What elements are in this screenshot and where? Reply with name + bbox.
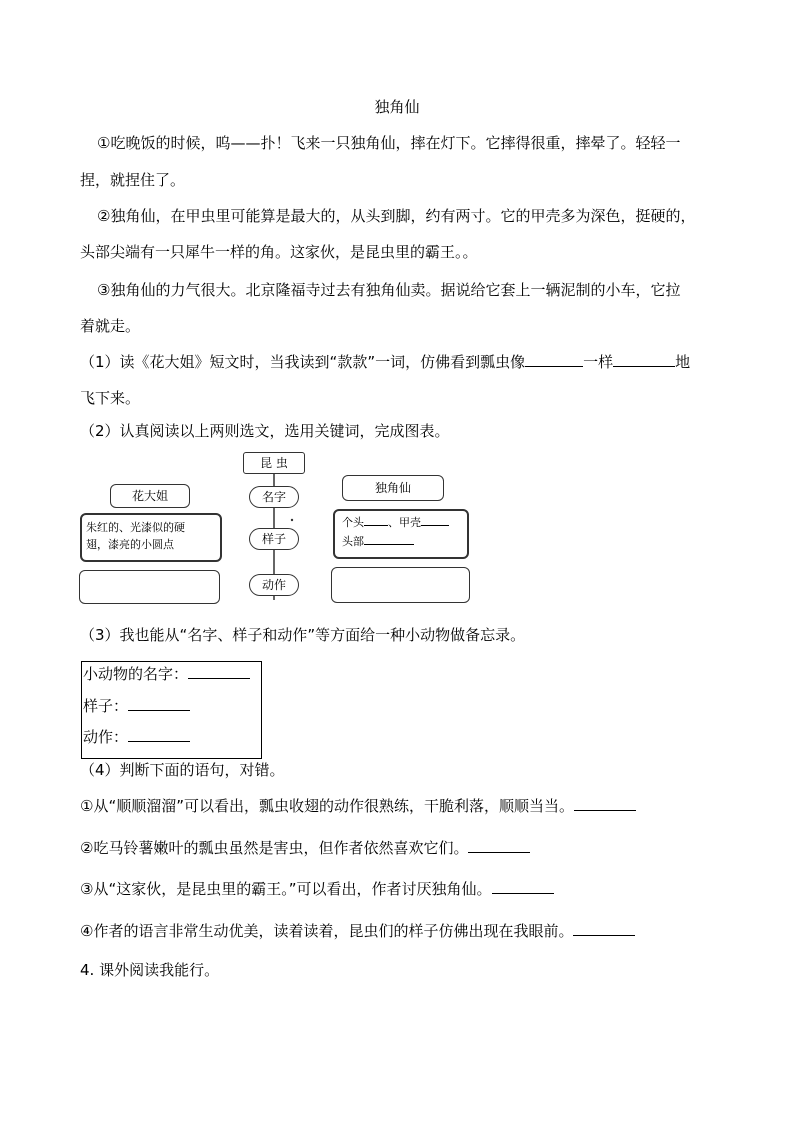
right-head-blank[interactable] — [364, 534, 414, 545]
statement-1 — [80, 796, 636, 816]
statement-2-text: ②吃马铃薯嫩叶的瓢虫虽然是害虫，但作者依然喜欢它们。 — [80, 839, 469, 857]
memo-name-blank[interactable] — [188, 664, 250, 679]
section-4-heading: 4. 课外阅读我能行。 — [80, 961, 220, 979]
statement-4-text: ④作者的语言非常生动优美，读着读着，昆虫们的样子仿佛出现在我眼前。 — [80, 922, 574, 940]
passage-p1-line2: 捏，就捏住了。 — [80, 171, 186, 189]
statement-3-answer[interactable] — [492, 879, 554, 894]
memo-look-row — [83, 696, 190, 716]
statement-1-text: ①从“顺顺溜溜”可以看出，瓢虫收翅的动作很熟练，干脆利落，顺顺当当。 — [80, 797, 574, 815]
statement-3 — [80, 879, 554, 899]
left-answer-box[interactable] — [79, 570, 220, 604]
memo-name-label: 小动物的名字： — [83, 665, 189, 683]
passage-p1-line1: ①吃晚饭的时候，呜——扑！飞来一只独角仙，摔在灯下。它摔得很重，摔晕了。轻轻一 — [97, 134, 681, 152]
question-1-text-b: 一样 — [583, 353, 614, 371]
left-description-1: 朱红的、光漆似的硬 — [86, 521, 185, 534]
question-3: （3）我也能从“名字、样子和动作”等方面给一种小动物做备忘录。 — [80, 626, 526, 644]
right-description-1 — [342, 515, 449, 531]
right-head-label: 头部 — [342, 535, 364, 548]
statement-4-answer[interactable] — [573, 921, 635, 936]
passage-p2-line2: 头部尖端有一只犀牛一样的角。这家伙，是昆虫里的霸王。。 — [80, 243, 478, 261]
right-description-2 — [342, 534, 414, 550]
memo-action-label: 动作： — [83, 728, 129, 746]
right-size-blank[interactable] — [364, 515, 388, 526]
memo-look-label: 样子： — [83, 697, 129, 715]
passage-title: 独角仙 — [374, 98, 420, 116]
center-item-look: 样子 — [261, 532, 286, 546]
right-size-label: 个头 — [342, 516, 364, 529]
right-shell-label: 、甲壳 — [388, 516, 421, 529]
right-answer-box[interactable] — [331, 567, 470, 603]
statement-3-text: ③从“这家伙，是昆虫里的霸王。”可以看出，作者讨厌独角仙。 — [80, 880, 492, 898]
question-1-text-c: 地 — [675, 353, 691, 371]
left-title: 花大姐 — [131, 489, 168, 503]
left-description-2: 翅，漆亮的小圆点 — [86, 538, 174, 551]
passage-p2-line1: ②独角仙，在甲虫里可能算是最大的，从头到脚，约有两寸。它的甲壳多为深色，挺硬的， — [97, 207, 696, 225]
memo-name-row — [83, 664, 250, 684]
statement-2 — [80, 838, 530, 858]
statement-4 — [80, 921, 635, 941]
question-4: （4）判断下面的语句，对错。 — [80, 761, 285, 779]
center-title: 昆 虫 — [260, 456, 288, 470]
memo-look-blank[interactable] — [128, 696, 190, 711]
question-1-text-a: （1）读《花大姐》短文时，当我读到“款款”一词，仿佛看到瓢虫像 — [80, 353, 526, 371]
memo-action-blank[interactable] — [128, 727, 190, 742]
question-2: （2）认真阅读以上两则选文，选用关键词，完成图表。 — [80, 422, 450, 440]
statement-1-answer[interactable] — [574, 796, 636, 811]
statement-2-answer[interactable] — [468, 838, 530, 853]
right-shell-blank[interactable] — [421, 515, 449, 526]
question-1-line2: 飞下来。 — [80, 389, 141, 407]
memo-action-row — [83, 727, 190, 747]
center-item-action: 动作 — [261, 578, 286, 592]
center-item-name: 名字 — [261, 490, 286, 504]
passage-p3-line1: ③独角仙的力气很大。北京隆福寺过去有独角仙卖。据说给它套上一辆泥制的小车，它拉 — [97, 281, 681, 299]
right-title: 独角仙 — [374, 481, 411, 495]
passage-p3-line2: 着就走。 — [80, 317, 141, 335]
